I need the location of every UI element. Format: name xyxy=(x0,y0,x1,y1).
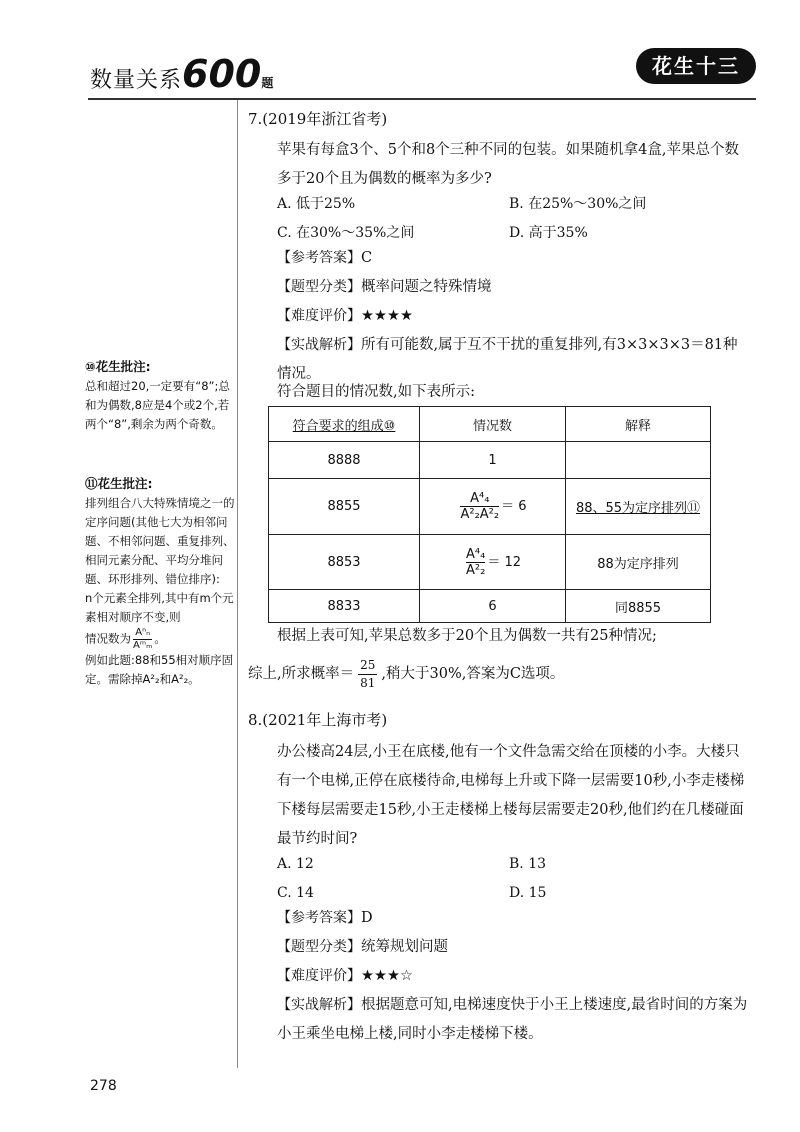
q8-type-label: 【题型分类】 xyxy=(277,939,361,955)
q7-title: 7.(2019年浙江省考) xyxy=(248,110,388,128)
q8-options xyxy=(248,850,748,908)
q8-stem xyxy=(248,738,748,854)
table-cell-combo: 8853 xyxy=(269,535,420,590)
q7-prob-pre: 综上,所求概率＝ xyxy=(248,666,355,682)
q7-answer-label: 【参考答案】 xyxy=(277,250,361,266)
table-row xyxy=(269,590,711,623)
q7-option-c: C. 在30%～35%之间 xyxy=(277,225,415,241)
note-fraction-den: Aᵐₘ xyxy=(133,640,153,651)
q7-prob-post: ,稍大于30%,答案为C选项。 xyxy=(381,666,565,682)
table-cell-combo: 8833 xyxy=(269,590,420,623)
q7-stem-text: 苹果有每盒3个、5个和8个三种不同的包装。如果随机拿4盒,苹果总个数多于20个且为偶数的概率为多少? xyxy=(277,142,740,187)
q7-prob-fraction xyxy=(358,657,377,691)
q8-stem-text: 办公楼高24层,小王在底楼,他有一个文件急需交给在顶楼的小李。大楼只有一个电梯,正停在底楼待命,电梯每上升或下降一层需要10秒,小李走楼梯下楼每层需要走15秒,小王走楼梯上楼每层需要走20秒,他们约在几楼碰面最节约时间? xyxy=(277,744,745,847)
q8-title: 8.(2021年上海市考) xyxy=(248,711,388,729)
table-cell-explain: 88、55为定序排列⑪ xyxy=(566,479,711,535)
header-rule xyxy=(88,98,756,100)
table-row xyxy=(269,442,711,479)
q7-type: 概率问题之特殊情境 xyxy=(361,279,492,295)
note-example: 例如此题:88和55相对顺序固定。需除掉A²₂和A²₂。 xyxy=(85,653,234,686)
table-row xyxy=(269,535,711,590)
q7-summary xyxy=(248,622,748,691)
book-title-text: 数量关系 xyxy=(90,68,183,93)
q7-prob-num: 25 xyxy=(358,657,377,675)
note-body-line3: 情况数为 xyxy=(85,631,131,646)
book-title xyxy=(90,52,274,96)
q7-table xyxy=(268,406,711,623)
count-value: ＝ 12 xyxy=(487,554,521,570)
table-cell-count xyxy=(420,535,566,590)
q8-meta xyxy=(248,904,748,1049)
q7-option-a: A. 低于25% xyxy=(277,196,356,212)
table-cell-count: 1 xyxy=(420,442,566,479)
q7-analysis: 所有可能数,属于互不干扰的重复排列,有3×3×3×3＝81种情况。 xyxy=(277,337,738,382)
q8-option-c: C. 14 xyxy=(277,885,314,901)
q7-prob-den: 81 xyxy=(360,676,376,690)
table-cell-count: 6 xyxy=(420,590,566,623)
q8-difficulty-label: 【难度评价】 xyxy=(277,968,361,984)
column-divider xyxy=(237,100,238,1068)
q8-option-a: A. 12 xyxy=(277,856,314,872)
count-fraction-den: A²₂ xyxy=(465,562,486,578)
table-header-row xyxy=(269,407,711,442)
brand-logo: 花生十三 xyxy=(636,48,756,84)
q7-difficulty-stars: ★★★★ xyxy=(361,308,413,324)
count-fraction-num: A⁴₄ xyxy=(465,546,486,562)
q7-table-intro xyxy=(248,378,748,407)
table-header-cell: 符合要求的组成⑩ xyxy=(269,407,420,442)
q7-options xyxy=(248,190,748,248)
note-fraction xyxy=(133,627,152,651)
count-fraction-den: A²₂A²₂ xyxy=(460,507,500,522)
page-number: 278 xyxy=(90,1078,117,1094)
table-cell-combo: 8855 xyxy=(269,479,420,535)
book-title-number: 600 xyxy=(182,52,262,96)
q8-analysis: 根据题意可知,电梯速度快于小王上楼速度,最省时间的方案为小王乘坐电梯上楼,同时小李走楼梯下楼。 xyxy=(277,997,748,1042)
q7-option-b: B. 在25%～30%之间 xyxy=(509,196,647,212)
q7-difficulty-label: 【难度评价】 xyxy=(277,308,361,324)
q7-stem xyxy=(248,136,748,194)
q7-type-label: 【题型分类】 xyxy=(277,279,361,295)
q7-option-d: D. 高于35% xyxy=(509,225,588,241)
table-cell-explain: 同8855 xyxy=(566,590,711,623)
q7-summary-line2 xyxy=(248,657,748,691)
sidebar-note-10 xyxy=(85,357,235,434)
q8-option-d: D. 15 xyxy=(509,885,547,901)
note-body: 排列组合八大特殊情境之一的定序问题(其他七大为相邻问题、不相邻问题、重复排列、相同元素分配、平均分堆问题、环形排列、错位排序): xyxy=(85,496,235,586)
q8-answer-label: 【参考答案】 xyxy=(277,910,361,926)
sidebar-note-11 xyxy=(85,474,235,689)
count-value: ＝ 6 xyxy=(501,499,527,514)
table-row xyxy=(269,479,711,535)
q8-option-b: B. 13 xyxy=(509,856,547,872)
note-body: 总和超过20,一定要有“8”;总和为偶数,8应是4个或2个,若两个“8”,剩余为两个奇数。 xyxy=(85,379,230,431)
count-fraction xyxy=(466,547,485,578)
count-fraction xyxy=(460,491,499,522)
note-period: 。 xyxy=(154,631,166,646)
note-fraction-num: Aⁿₙ xyxy=(133,627,152,640)
count-fraction-num: A⁴₄ xyxy=(460,491,499,507)
q7-table-intro-text: 符合题目的情况数,如下表所示: xyxy=(277,384,475,400)
note-title: ⑪花生批注: xyxy=(85,476,153,491)
q8-answer: D xyxy=(361,910,373,926)
table-header-cell: 解释 xyxy=(566,407,711,442)
q8-difficulty-stars: ★★★☆ xyxy=(361,968,413,984)
q7-answer: C xyxy=(361,250,373,266)
q7-analysis-label: 【实战解析】 xyxy=(277,337,361,353)
q7-summary-line1: 根据上表可知,苹果总数多于20个且为偶数一共有25种情况; xyxy=(277,628,657,644)
table-cell-count xyxy=(420,479,566,535)
q7-meta xyxy=(248,244,748,389)
note-body-line2: n个元素全排列,其中有m个元素相对顺序不变,则 xyxy=(85,591,234,624)
table-cell-combo: 8888 xyxy=(269,442,420,479)
q8-analysis-label: 【实战解析】 xyxy=(277,997,361,1013)
note-title: ⑩花生批注: xyxy=(85,359,151,374)
table-header-cell: 情况数 xyxy=(420,407,566,442)
table-cell-explain: 88为定序排列 xyxy=(566,535,711,590)
table-cell-explain xyxy=(566,442,711,479)
book-title-suffix: 题 xyxy=(261,76,275,90)
q8-type: 统筹规划问题 xyxy=(361,939,448,955)
